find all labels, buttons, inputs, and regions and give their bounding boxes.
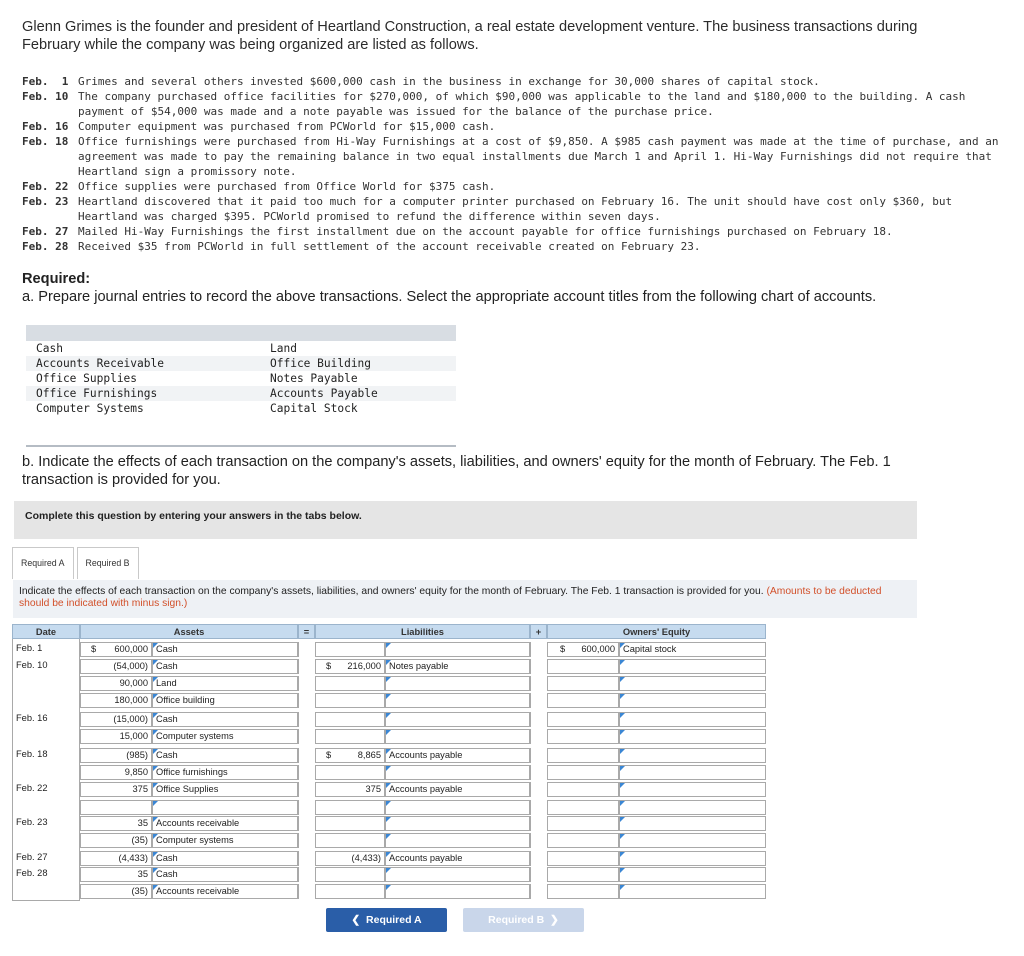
account-value: Cash: [156, 661, 178, 671]
instructions-text: Indicate the effects of each transaction on the company's assets, liabilities, and owners' equity for the month of February. The Feb. 1 transaction is provided for you.: [19, 586, 764, 597]
header-plus: +: [530, 624, 547, 639]
e-amount-input[interactable]: [547, 712, 619, 727]
plus-column-cell: [530, 782, 547, 797]
e-amount-input[interactable]: [547, 659, 619, 674]
row-date: Feb. 10: [16, 659, 78, 674]
equals-column-cell: [298, 712, 315, 727]
a-amount-input[interactable]: [80, 867, 152, 882]
equals-column-cell: [298, 833, 315, 848]
transaction-date: Feb. 27: [22, 225, 69, 238]
e-account-select[interactable]: [619, 729, 766, 744]
plus-column-cell: [530, 693, 547, 708]
a-amount-input[interactable]: [80, 748, 152, 763]
header-liabilities: Liabilities: [315, 624, 530, 639]
dropdown-indicator-icon: [620, 749, 625, 754]
dropdown-indicator-icon: [386, 713, 391, 718]
account-value: Cash: [156, 750, 178, 760]
e-amount-input[interactable]: [547, 816, 619, 831]
transaction-text: The company purchased office facilities for $270,000, of which $90,000 was applicable to the land and $180,000 to the building. A cash payment of $54,000 was made and a note payable was issued for the balance of the purchase price.: [78, 90, 966, 118]
account-value: Accounts payable: [389, 750, 463, 760]
transaction-item: [22, 119, 1012, 134]
equals-column-cell: [298, 693, 315, 708]
account-value: Computer systems: [156, 731, 234, 741]
dropdown-indicator-icon: [620, 817, 625, 822]
e-amount-input[interactable]: [547, 884, 619, 899]
account-title: Computer Systems: [36, 402, 144, 415]
equals-column-cell: [298, 816, 315, 831]
account-value: Computer systems: [156, 835, 234, 845]
amount-value: (4,433): [118, 853, 148, 863]
account-value: Office building: [156, 695, 215, 705]
l-account-select[interactable]: [385, 816, 530, 831]
account-title: Notes Payable: [270, 372, 358, 385]
row-date: [16, 800, 78, 815]
e-amount-input[interactable]: [547, 642, 619, 657]
header-equals: =: [298, 624, 315, 639]
row-date: Feb. 27: [16, 851, 78, 866]
row-date: [16, 765, 78, 780]
plus-column-cell: [530, 712, 547, 727]
account-value: Office furnishings: [156, 767, 228, 777]
transaction-date: Feb. 18: [22, 135, 69, 148]
a-amount-input[interactable]: [80, 712, 152, 727]
dropdown-indicator-icon: [153, 801, 158, 806]
equals-column-cell: [298, 782, 315, 797]
dropdown-indicator-icon: [620, 801, 625, 806]
transaction-text: Grimes and several others invested $600,000 cash in the business in exchange for 30,000 shares of capital stock.: [78, 75, 820, 88]
dollar-sign: $: [326, 750, 332, 760]
l-account-select[interactable]: [385, 782, 530, 797]
row-date: [16, 676, 78, 691]
account-value: Accounts receivable: [156, 818, 240, 828]
chevron-right-icon: ❯: [550, 914, 559, 926]
a-amount-input[interactable]: [80, 816, 152, 831]
row-date: [16, 884, 78, 899]
l-amount-input[interactable]: [315, 729, 385, 744]
dropdown-indicator-icon: [386, 730, 391, 735]
a-amount-input[interactable]: [80, 693, 152, 708]
plus-column-cell: [530, 659, 547, 674]
l-account-select[interactable]: [385, 851, 530, 866]
prev-button-label: Required A: [366, 914, 422, 926]
account-title: Office Furnishings: [36, 387, 158, 400]
transaction-text: Office furnishings were purchased from Hi-Way Furnishings at a cost of $9,850. A $985 cash payment was made at the time of purchase, and an agreement was made to pay the remaining balance in two equal installments due March 1 and April 1. Hi-Way Furnishings did not require that Heartland sign a promissory note.: [78, 135, 999, 178]
dropdown-indicator-icon: [386, 694, 391, 699]
a-account-select[interactable]: [152, 693, 298, 708]
e-account-select[interactable]: [619, 816, 766, 831]
l-amount-input[interactable]: [315, 867, 385, 882]
dropdown-indicator-icon: [620, 868, 625, 873]
coa-row: [26, 371, 456, 386]
a-amount-input[interactable]: [80, 833, 152, 848]
header-owners-equity: Owners' Equity: [547, 624, 766, 639]
account-value: Cash: [156, 714, 178, 724]
tab-required-a[interactable]: Required A: [12, 547, 74, 579]
transaction-text: Mailed Hi-Way Furnishings the first installment due on the account payable for office furnishings purchased on February 18.: [78, 225, 893, 238]
transaction-text: Office supplies were purchased from Office World for $375 cash.: [78, 180, 496, 193]
plus-column-cell: [530, 765, 547, 780]
e-amount-input[interactable]: [547, 729, 619, 744]
dollar-sign: $: [326, 661, 332, 671]
plus-column-cell: [530, 833, 547, 848]
l-account-select[interactable]: [385, 884, 530, 899]
equals-column-cell: [298, 851, 315, 866]
amount-value: 375: [365, 784, 381, 794]
dropdown-indicator-icon: [386, 801, 391, 806]
plus-column-cell: [530, 884, 547, 899]
a-account-select[interactable]: [152, 765, 298, 780]
transaction-item: [22, 134, 1012, 179]
problem-intro: Glenn Grimes is the founder and president of Heartland Construction, a real estate development venture. The business transactions during February while the company was being organized are listed as follows.: [22, 19, 918, 53]
tab-required-b[interactable]: Required B: [77, 547, 139, 579]
plus-column-cell: [530, 851, 547, 866]
l-amount-input[interactable]: [315, 676, 385, 691]
equals-column-cell: [298, 642, 315, 657]
a-account-select[interactable]: [152, 867, 298, 882]
account-value: Land: [156, 678, 177, 688]
e-amount-input[interactable]: [547, 765, 619, 780]
l-amount-input[interactable]: [315, 800, 385, 815]
l-account-select[interactable]: [385, 867, 530, 882]
row-date: [16, 729, 78, 744]
a-amount-input[interactable]: [80, 884, 152, 899]
e-account-select[interactable]: [619, 712, 766, 727]
amount-value: 35: [137, 869, 148, 879]
header-assets: Assets: [80, 624, 298, 639]
a-account-select[interactable]: [152, 851, 298, 866]
e-account-select[interactable]: [619, 800, 766, 815]
plus-column-cell: [530, 800, 547, 815]
account-value: Cash: [156, 869, 178, 879]
equals-column-cell: [298, 800, 315, 815]
l-account-select[interactable]: [385, 833, 530, 848]
amount-value: (35): [131, 835, 148, 845]
plus-column-cell: [530, 867, 547, 882]
next-required-b-button[interactable]: [463, 908, 584, 932]
e-amount-input[interactable]: [547, 851, 619, 866]
instructions: [13, 580, 917, 618]
amount-value: (54,000): [113, 661, 148, 671]
transaction-item: [22, 179, 1012, 194]
plus-column-cell: [530, 642, 547, 657]
coa-row: [26, 401, 456, 416]
amount-value: 600,000: [114, 644, 148, 654]
equals-column-cell: [298, 659, 315, 674]
row-date: Feb. 1: [16, 642, 78, 657]
row-date: Feb. 23: [16, 816, 78, 831]
l-account-select[interactable]: [385, 676, 530, 691]
a-amount-input[interactable]: [80, 676, 152, 691]
a-account-select[interactable]: [152, 800, 298, 815]
e-account-select[interactable]: [619, 659, 766, 674]
plus-column-cell: [530, 748, 547, 763]
coa-row: [26, 341, 456, 356]
amount-value: 600,000: [581, 644, 615, 654]
dropdown-indicator-icon: [386, 834, 391, 839]
chart-of-accounts: [26, 325, 456, 447]
row-date: Feb. 22: [16, 782, 78, 797]
transaction-item: [22, 224, 1012, 239]
a-account-select[interactable]: [152, 712, 298, 727]
dropdown-indicator-icon: [620, 660, 625, 665]
e-account-select[interactable]: [619, 642, 766, 657]
coa-row: [26, 386, 456, 401]
account-title: Accounts Payable: [270, 387, 378, 400]
l-account-select[interactable]: [385, 712, 530, 727]
dropdown-indicator-icon: [620, 730, 625, 735]
account-value: Notes payable: [389, 661, 449, 671]
l-amount-input[interactable]: [315, 782, 385, 797]
dollar-sign: $: [560, 644, 566, 654]
transaction-item: [22, 74, 1012, 89]
equals-column-cell: [298, 676, 315, 691]
transaction-text: Heartland discovered that it paid too much for a computer printer purchased on February 16. The unit should have cost only $360, but Heartland was charged $395. PCWorld promised to refund the difference within seven days.: [78, 195, 953, 223]
equals-column-cell: [298, 765, 315, 780]
row-date: [16, 693, 78, 708]
a-amount-input[interactable]: [80, 659, 152, 674]
account-value: Accounts payable: [389, 853, 463, 863]
e-account-select[interactable]: [619, 782, 766, 797]
account-title: Cash: [36, 342, 63, 355]
header-date: Date: [12, 624, 80, 639]
a-account-select[interactable]: [152, 884, 298, 899]
l-account-select[interactable]: [385, 729, 530, 744]
a-account-select[interactable]: [152, 748, 298, 763]
dropdown-indicator-icon: [386, 643, 391, 648]
row-date: Feb. 18: [16, 748, 78, 763]
amount-value: (35): [131, 886, 148, 896]
transaction-date: Feb. 16: [22, 120, 69, 133]
a-amount-input[interactable]: [80, 729, 152, 744]
a-account-select[interactable]: [152, 729, 298, 744]
dropdown-indicator-icon: [620, 677, 625, 682]
amount-value: 15,000: [119, 731, 148, 741]
amount-value: (15,000): [113, 714, 148, 724]
amount-value: 216,000: [347, 661, 381, 671]
required-a-text: a. Prepare journal entries to record the above transactions. Select the appropriate account titles from the following chart of accounts.: [22, 289, 877, 305]
amount-value: 8,865: [357, 750, 381, 760]
dropdown-indicator-icon: [386, 677, 391, 682]
e-account-select[interactable]: [619, 748, 766, 763]
plus-column-cell: [530, 676, 547, 691]
transaction-text: Received $35 from PCWorld in full settlement of the account receivable created on February 23.: [78, 240, 701, 253]
amount-value: 375: [132, 784, 148, 794]
transaction-date: Feb. 28: [22, 240, 69, 253]
coa-row: [26, 356, 456, 371]
complete-question-bar: Complete this question by entering your answers in the tabs below.: [14, 501, 917, 539]
a-amount-input[interactable]: [80, 851, 152, 866]
l-amount-input[interactable]: [315, 833, 385, 848]
a-amount-input[interactable]: [80, 765, 152, 780]
account-value: Capital stock: [623, 644, 677, 654]
account-title: Land: [270, 342, 297, 355]
l-account-select[interactable]: [385, 642, 530, 657]
a-account-select[interactable]: [152, 833, 298, 848]
required-b-text: b. Indicate the effects of each transaction on the company's assets, liabilities, and owners' equity for the month of February. The Feb. 1 transaction is provided for you.: [22, 454, 891, 488]
transaction-text: Computer equipment was purchased from PCWorld for $15,000 cash.: [78, 120, 496, 133]
prev-required-a-button[interactable]: [326, 908, 447, 932]
l-amount-input[interactable]: [315, 851, 385, 866]
l-amount-input[interactable]: [315, 693, 385, 708]
transaction-item: [22, 239, 1012, 254]
plus-column-cell: [530, 729, 547, 744]
equals-column-cell: [298, 867, 315, 882]
equals-column-cell: [298, 884, 315, 899]
e-amount-input[interactable]: [547, 748, 619, 763]
a-amount-input[interactable]: [80, 800, 152, 815]
e-account-select[interactable]: [619, 867, 766, 882]
account-title: Capital Stock: [270, 402, 358, 415]
dropdown-indicator-icon: [620, 713, 625, 718]
account-value: Accounts receivable: [156, 886, 240, 896]
transaction-item: [22, 194, 1012, 224]
account-title: Office Supplies: [36, 372, 138, 385]
a-account-select[interactable]: [152, 642, 298, 657]
e-amount-input[interactable]: [547, 693, 619, 708]
row-date: Feb. 28: [16, 867, 78, 882]
dropdown-indicator-icon: [620, 783, 625, 788]
row-date: [16, 833, 78, 848]
e-amount-input[interactable]: [547, 676, 619, 691]
dropdown-indicator-icon: [620, 766, 625, 771]
dropdown-indicator-icon: [386, 868, 391, 873]
a-account-select[interactable]: [152, 816, 298, 831]
row-date: Feb. 16: [16, 712, 78, 727]
dropdown-indicator-icon: [620, 834, 625, 839]
plus-column-cell: [530, 816, 547, 831]
l-amount-input[interactable]: [315, 884, 385, 899]
e-account-select[interactable]: [619, 884, 766, 899]
required-heading: Required:: [22, 271, 91, 287]
account-value: Office Supplies: [156, 784, 219, 794]
l-amount-input[interactable]: [315, 712, 385, 727]
dropdown-indicator-icon: [620, 852, 625, 857]
account-value: Cash: [156, 853, 178, 863]
account-title: Accounts Receivable: [36, 357, 164, 370]
e-account-select[interactable]: [619, 676, 766, 691]
e-amount-input[interactable]: [547, 833, 619, 848]
e-account-select[interactable]: [619, 693, 766, 708]
equals-column-cell: [298, 748, 315, 763]
l-account-select[interactable]: [385, 659, 530, 674]
transaction-date: Feb. 22: [22, 180, 69, 193]
transaction-date: Feb. 23: [22, 195, 69, 208]
amount-value: 180,000: [114, 695, 148, 705]
e-amount-input[interactable]: [547, 800, 619, 815]
l-account-select[interactable]: [385, 800, 530, 815]
transaction-date: Feb. 1: [22, 75, 69, 88]
transaction-item: [22, 89, 1012, 119]
account-value: Accounts payable: [389, 784, 463, 794]
amount-value: (4,433): [351, 853, 381, 863]
amount-value: (985): [126, 750, 148, 760]
amount-value: 35: [137, 818, 148, 828]
account-title: Office Building: [270, 357, 372, 370]
l-amount-input[interactable]: [315, 816, 385, 831]
l-amount-input[interactable]: [315, 642, 385, 657]
e-amount-input[interactable]: [547, 782, 619, 797]
e-account-select[interactable]: [619, 833, 766, 848]
amount-value: 90,000: [119, 678, 148, 688]
transaction-date: Feb. 10: [22, 90, 69, 103]
dropdown-indicator-icon: [386, 885, 391, 890]
account-value: Cash: [156, 644, 178, 654]
transaction-list: [22, 74, 1012, 254]
tab-bar: [12, 547, 142, 579]
dollar-sign: $: [91, 644, 97, 654]
l-account-select[interactable]: [385, 765, 530, 780]
l-amount-input[interactable]: [315, 765, 385, 780]
l-account-select[interactable]: [385, 693, 530, 708]
dropdown-indicator-icon: [620, 694, 625, 699]
amount-value: 9,850: [124, 767, 148, 777]
dropdown-indicator-icon: [386, 766, 391, 771]
equals-column-cell: [298, 729, 315, 744]
e-account-select[interactable]: [619, 765, 766, 780]
instructions-note: (Amounts to be deducted should be indicated with minus sign.): [19, 586, 882, 609]
dropdown-indicator-icon: [386, 817, 391, 822]
a-account-select[interactable]: [152, 659, 298, 674]
chevron-left-icon: ❮: [351, 914, 361, 926]
e-amount-input[interactable]: [547, 867, 619, 882]
a-account-select[interactable]: [152, 676, 298, 691]
e-account-select[interactable]: [619, 851, 766, 866]
dropdown-indicator-icon: [620, 885, 625, 890]
next-button-label: Required B: [488, 914, 545, 926]
l-account-select[interactable]: [385, 748, 530, 763]
a-amount-input[interactable]: [80, 782, 152, 797]
a-account-select[interactable]: [152, 782, 298, 797]
